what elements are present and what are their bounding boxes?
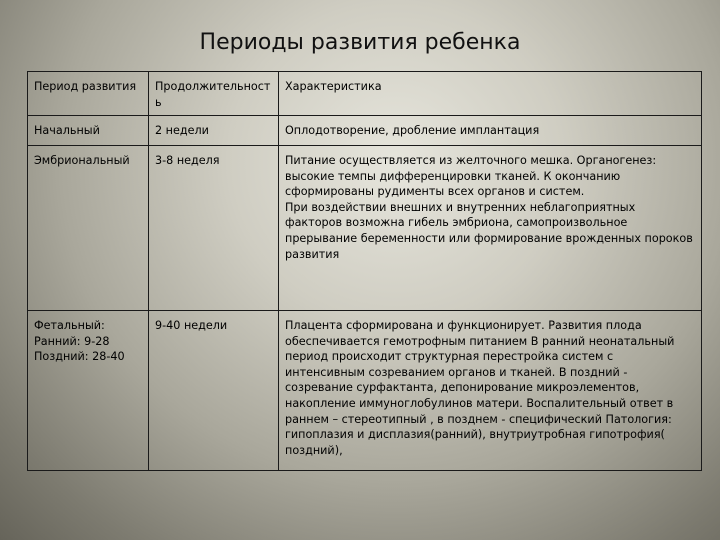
header-characteristic: Характеристика [279, 72, 702, 116]
row-period: Фетальный: Ранний: 9-28 Поздний: 28-40 [28, 311, 149, 471]
table-row [28, 116, 702, 146]
row-period: Эмбриональный [28, 146, 149, 311]
header-period: Период развития [28, 72, 149, 116]
table-row [28, 146, 702, 311]
row-description: Питание осуществляется из желточного мешка. Органогенез: высокие темпы дифференцировки тканей. К окончанию сформированы рудименты всех органов и систем. При воздействии внешних и внутренних неблагоприятных факторов возможна гибель эмбриона, самопроизвольное прерывание беременности или формирование врожденных пороков развития [279, 146, 702, 311]
row-duration: 2 недели [149, 116, 279, 146]
table-row [28, 311, 702, 471]
periods-table [27, 71, 702, 471]
row-duration: 3-8 неделя [149, 146, 279, 311]
row-duration: 9-40 недели [149, 311, 279, 471]
row-description: Плацента сформирована и функционирует. Развития плода обеспечивается гемотрофным питанием В ранний неонатальный период происходит структурная перестройка систем с интенсивным созреванием органов и тканей. В поздний - созревание сурфактанта, депонирование микроэлементов, накопление иммуноглобулинов матери. Воспалительный ответ в раннем – стереотипный , в позднем - специфический Патология: гипоплазия и дисплазия(ранний), внутриутробная гипотрофия( поздний), [279, 311, 702, 471]
page-title: Периоды развития ребенка [199, 30, 521, 55]
table-header-row [28, 72, 702, 116]
header-duration: Продолжительност ь [149, 72, 279, 116]
row-description: Оплодотворение, дробление имплантация [279, 116, 702, 146]
row-period: Начальный [28, 116, 149, 146]
